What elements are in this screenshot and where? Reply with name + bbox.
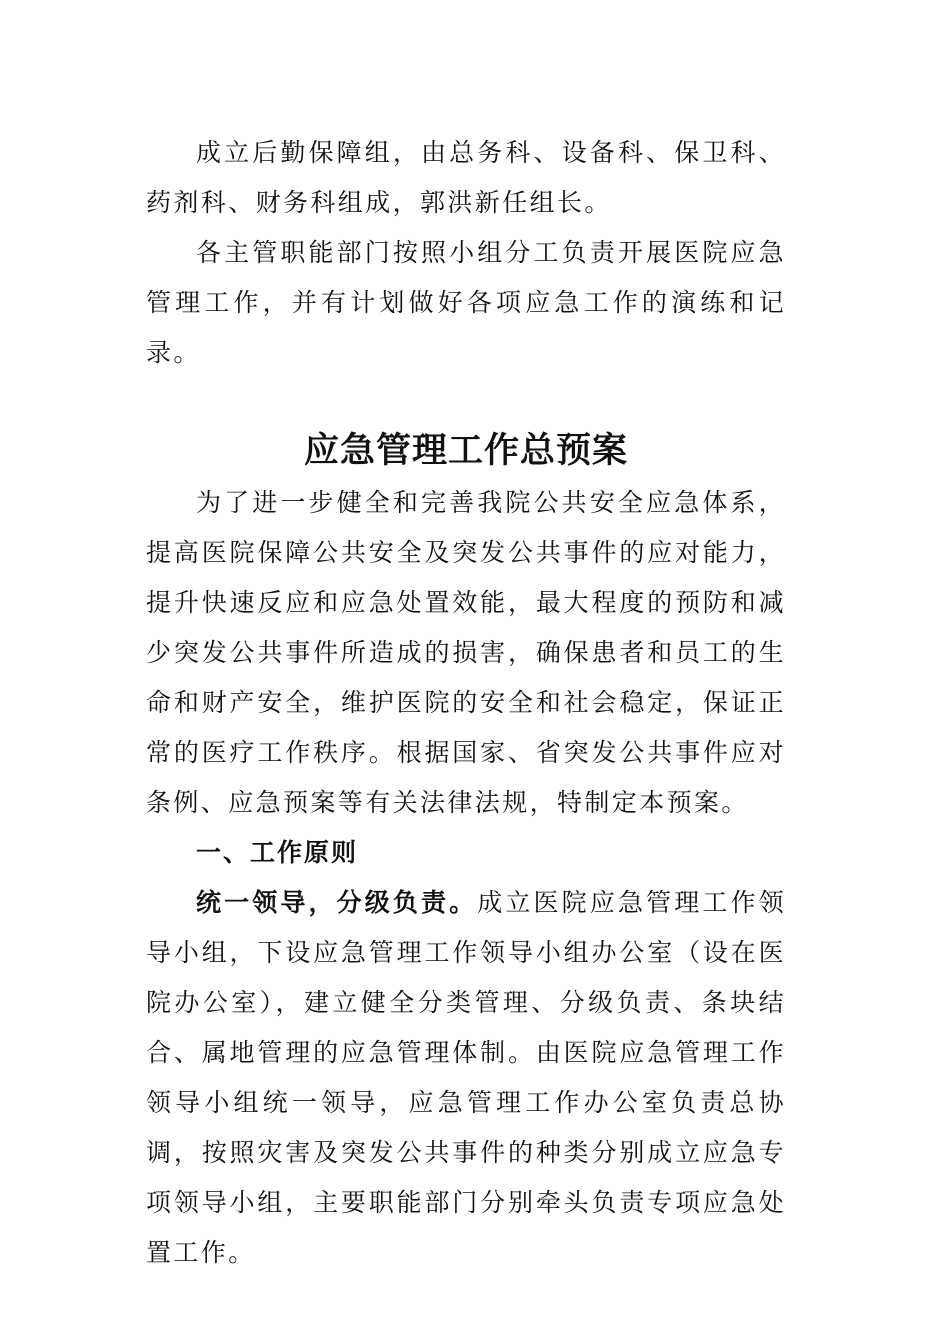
principle-body-text: 成立医院应急管理工作领导小组，下设应急管理工作领导小组办公室（设在医院办公室），建立健全分类管理、分级负责、条块结合、属地管理的应急管理体制。由医院应急管理工作领导小组统一领导，应急管理工作办公室负责总协调，按照灾害及突发公共事件的种类分别成立应急专项领导小组，主要职能部门分别牵头负责专项应急处置工作。 (146, 888, 786, 1267)
paragraph-department-duties: 各主管职能部门按照小组分工负责开展医院应急管理工作，并有计划做好各项应急工作的演练和记录。 (146, 238, 786, 367)
document-title: 应急管理工作总预案 (303, 431, 628, 471)
paragraph-unified-leadership (146, 878, 786, 1278)
paragraph-intro: 为了进一步健全和完善我院公共安全应急体系，提高医院保障公共安全及突发公共事件的应对能力，提升快速反应和应急处置效能，最大程度的预防和减少突发公共事件所造成的损害，确保患者和员工的生命和财产安全，维护医院的安全和社会稳定，保证正常的医疗工作秩序。根据国家、省突发公共事件应对条例、应急预案等有关法律法规，特制定本预案。 (146, 488, 786, 817)
section-heading-work-principles: 一、工作原则 (196, 838, 359, 867)
document-page (146, 128, 786, 1278)
principle-lead-text: 统一领导，分级负责。 (196, 888, 478, 917)
paragraph-logistics-group: 成立后勤保障组，由总务科、设备科、保卫科、药剂科、财务科组成，郭洪新任组长。 (146, 138, 786, 217)
